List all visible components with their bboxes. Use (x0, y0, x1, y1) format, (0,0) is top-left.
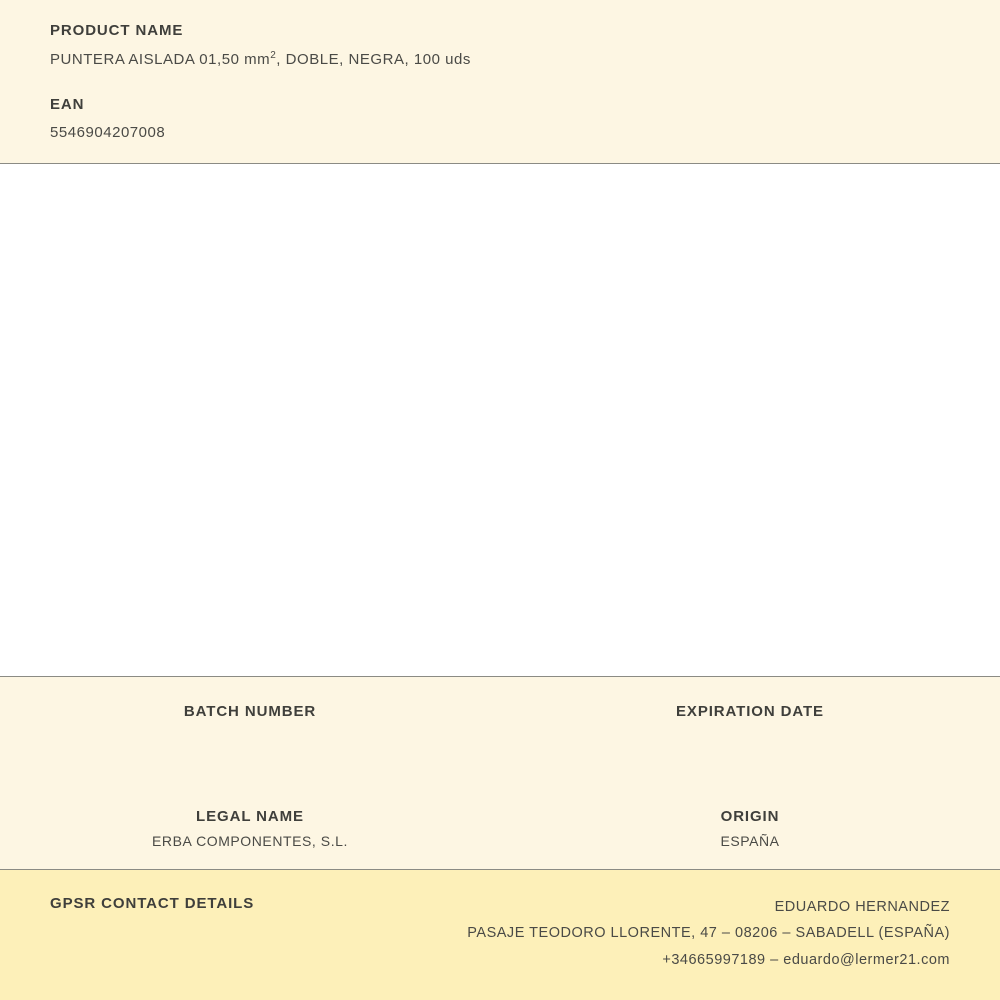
expiration-date-label: EXPIRATION DATE (676, 702, 824, 720)
product-info-grid (0, 677, 1000, 870)
origin-value: ESPAÑA (720, 832, 780, 849)
gpsr-contact-address: PASAJE TEODORO LLORENTE, 47 – 08206 – SABADELL (ESPAÑA) (467, 925, 950, 942)
origin-label: ORIGIN (720, 807, 780, 825)
product-name-prefix: PUNTERA AISLADA 01,50 mm (50, 51, 271, 68)
product-identification-block (0, 0, 1000, 164)
expiration-date-value (512, 728, 988, 746)
product-name-field (50, 22, 950, 70)
product-name-superscript: 2 (270, 50, 277, 61)
product-name-label: PRODUCT NAME (50, 22, 184, 39)
expiration-date-cell (500, 703, 1000, 746)
legal-name-cell (0, 808, 500, 851)
gpsr-contact-name: EDUARDO HERNANDEZ (774, 898, 950, 915)
gpsr-contact-phone-email: +34665997189 – eduardo@lermer21.com (662, 952, 950, 969)
legal-name-label: LEGAL NAME (196, 807, 304, 825)
batch-number-value (12, 728, 488, 746)
product-name-value (50, 50, 950, 70)
gpsr-contact-details (467, 894, 950, 974)
legal-name-value: ERBA COMPONENTES, S.L. (152, 832, 348, 849)
origin-cell (500, 808, 1000, 851)
batch-number-cell (0, 703, 500, 746)
gpsr-contact-block (0, 870, 1000, 1000)
ean-value: 5546904207008 (50, 123, 166, 141)
batch-number-label: BATCH NUMBER (183, 702, 317, 720)
info-row-batch (0, 703, 1000, 746)
ean-field (50, 96, 950, 143)
product-name-suffix: , DOBLE, NEGRA, 100 uds (276, 51, 471, 68)
gpsr-contact-title: GPSR CONTACT DETAILS (50, 894, 255, 912)
blank-content-area (0, 164, 1000, 677)
info-row-legal (0, 808, 1000, 851)
ean-label: EAN (50, 95, 85, 113)
